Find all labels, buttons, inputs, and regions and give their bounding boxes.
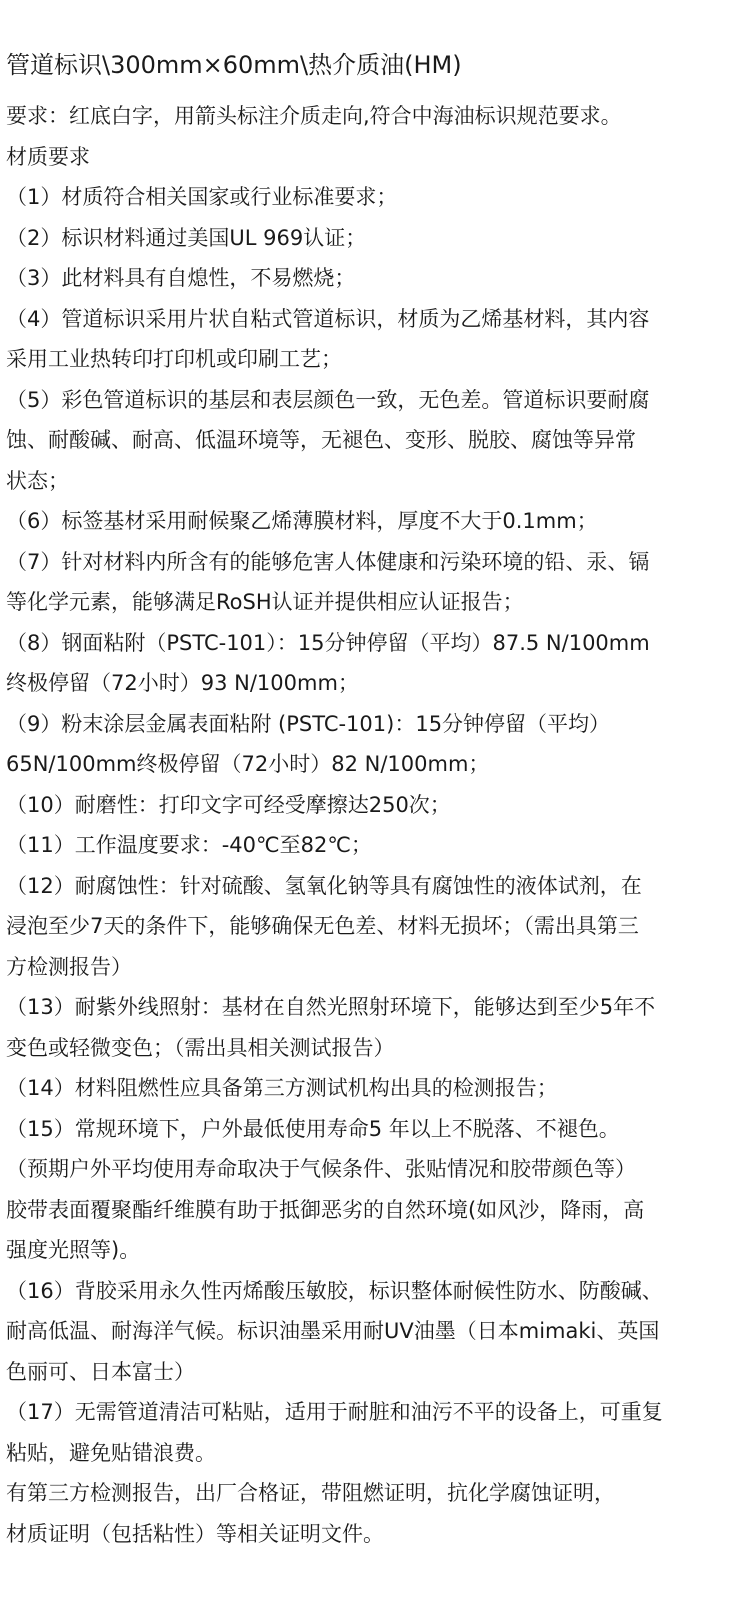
spec-line: （16）背胶采用永久性丙烯酸压敏胶，标识整体耐候性防水、防酸碱、 xyxy=(6,1278,663,1303)
spec-line: （12）耐腐蚀性：针对硫酸、氢氧化钠等具有腐蚀性的液体试剂，在 xyxy=(6,873,642,898)
spec-line: 粘贴，避免贴错浪费。 xyxy=(6,1440,216,1465)
spec-line: 材质证明（包括粘性）等相关证明文件。 xyxy=(6,1521,384,1546)
spec-line: 色丽可、日本富士） xyxy=(6,1359,195,1384)
spec-lines xyxy=(6,96,746,1554)
spec-line: 65N/100mm终极停留（72小时）82 N/100mm； xyxy=(6,752,490,776)
spec-line: （7）针对材料内所含有的能够危害人体健康和污染环境的铅、汞、镉 xyxy=(6,549,650,574)
spec-line: 蚀、耐酸碱、耐高、低温环境等，无褪色、变形、脱胶、腐蚀等异常 xyxy=(6,428,636,452)
spec-line: （6）标签基材采用耐候聚乙烯薄膜材料，厚度不大于0.1mm； xyxy=(6,509,598,533)
spec-line: （5）彩色管道标识的基层和表层颜色一致，无色差。管道标识要耐腐 xyxy=(6,387,650,412)
document-title: 管道标识\300mm×60mm\热介质油(HM) xyxy=(6,51,462,79)
spec-line: （13）耐紫外线照射：基材在自然光照射环境下，能够达到至少5年不 xyxy=(6,995,656,1019)
spec-line: 强度光照等)。 xyxy=(6,1238,141,1262)
spec-line: 胶带表面覆聚酯纤维膜有助于抵御恶劣的自然环境(如风沙，降雨，高 xyxy=(6,1197,645,1222)
spec-line: （2）标识材料通过美国UL 969认证； xyxy=(6,225,367,250)
spec-line: （8）钢面粘附（PSTC-101）：15分钟停留（平均）87.5 N/100mm xyxy=(6,630,650,655)
spec-line: 耐高低温、耐海洋气候。标识油墨采用耐UV油墨（日本mimaki、英国 xyxy=(6,1319,660,1343)
spec-line: （10）耐磨性：打印文字可经受摩擦达250次； xyxy=(6,792,451,817)
spec-line: （17）无需管道清洁可粘贴，适用于耐脏和油污不平的设备上，可重复 xyxy=(6,1400,663,1424)
spec-line: 要求：红底白字，用箭头标注介质走向,符合中海油标识规范要求。 xyxy=(6,104,622,128)
spec-line: 等化学元素，能够满足RoSH认证并提供相应认证报告； xyxy=(6,590,524,614)
spec-line: 采用工业热转印打印机或印刷工艺； xyxy=(6,347,342,371)
spec-line: 有第三方检测报告，出厂合格证，带阻燃证明，抗化学腐蚀证明， xyxy=(6,1481,615,1505)
spec-line: 浸泡至少7天的条件下，能够确保无色差、材料无损坏；（需出具第三 xyxy=(6,914,639,938)
spec-line: 变色或轻微变色；（需出具相关测试报告） xyxy=(6,1035,395,1060)
spec-line: （11）工作温度要求：-40℃至82℃； xyxy=(6,833,372,857)
spec-line: 终极停留（72小时）93 N/100mm； xyxy=(6,671,359,695)
spec-line: （1）材质符合相关国家或行业标准要求； xyxy=(6,185,398,209)
spec-line: （4）管道标识采用片状自粘式管道标识，材质为乙烯基材料，其内容 xyxy=(6,306,650,331)
spec-line: （3）此材料具有自熄性，不易燃烧； xyxy=(6,266,356,290)
spec-line: 方检测报告） xyxy=(6,954,132,979)
spec-line: 材质要求 xyxy=(6,144,90,169)
spec-line: （14）材料阻燃性应具备第三方测试机构出具的检测报告； xyxy=(6,1076,558,1100)
spec-line: （9）粉末涂层金属表面粘附 (PSTC-101)：15分钟停留（平均） xyxy=(6,711,611,736)
spec-line: （预期户外平均使用寿命取决于气候条件、张贴情况和胶带颜色等） xyxy=(6,1157,636,1181)
spec-line: （15）常规环境下，户外最低使用寿命5 年以上不脱落、不褪色。 xyxy=(6,1116,620,1141)
spec-line: 状态； xyxy=(6,468,69,493)
